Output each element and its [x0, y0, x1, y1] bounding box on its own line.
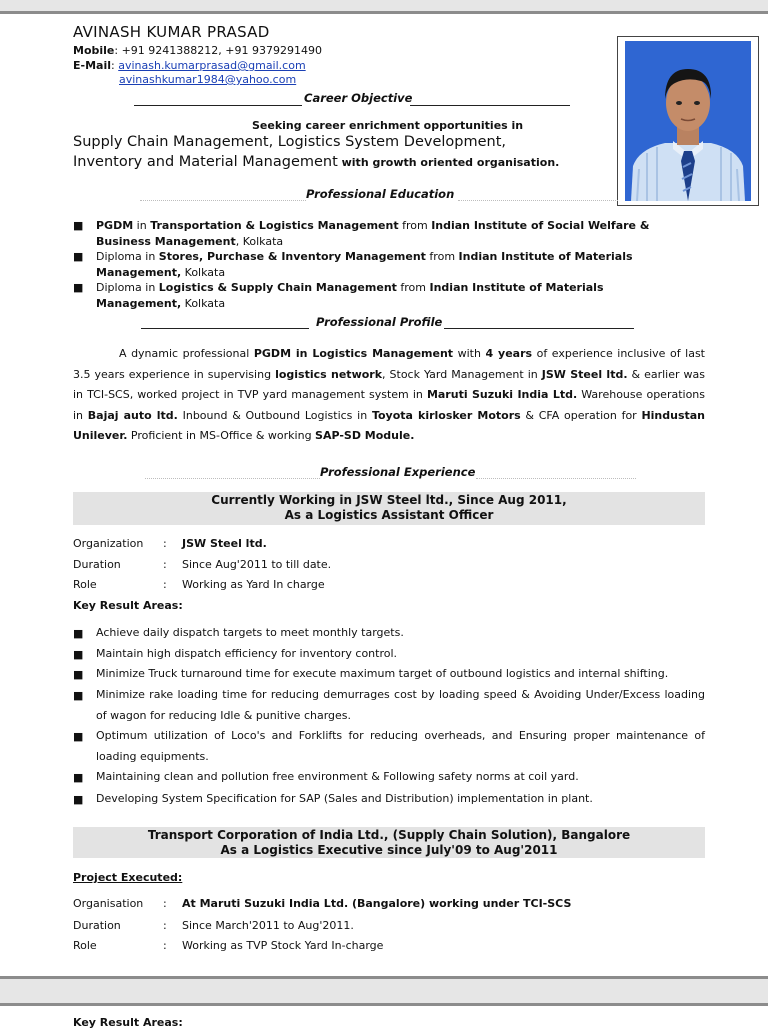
objective-line-1: Seeking career enrichment opportunities in: [252, 119, 524, 132]
page2-kra-title: Key Result Areas:: [73, 1016, 183, 1029]
tci-duration-label: Duration: [73, 919, 121, 932]
tci-org-colon: :: [163, 897, 167, 910]
page-bottom-border: [0, 976, 768, 979]
profile-paragraph: A dynamic professional PGDM in Logistics Management with 4 years of experience inclusive of last 3.5 years experience in supervising logistics network, Stock Yard Management in JSW Steel ltd. & earlier was in TCI-SCS, worked project in TVP yard management system in Maruti Suzuki India Ltd. Warehouse operations in Bajaj auto ltd. Inbound & Outbound Logistics in Toyota kirlosker Motors & CFA operation for Hindustan Unilever. Proficient in MS-Office & working SAP-SD Module.: [73, 347, 706, 443]
tci-role-label: Role: [73, 939, 97, 952]
jsw-role-label: Role: [73, 578, 97, 591]
bullet-icon: ■: [73, 648, 84, 661]
jsw-kra-title: Key Result Areas:: [73, 599, 183, 612]
tci-org-value: At Maruti Suzuki India Ltd. (Bangalore) working under TCI-SCS: [182, 897, 572, 910]
bullet-icon: ■: [73, 730, 84, 743]
profile-rule-left: [141, 328, 309, 329]
kra-item: Optimum utilization of Loco's and Forklifts for reducing overheads, and Ensuring proper maintenance of loading equipments.: [96, 729, 705, 763]
photo-background: [625, 41, 751, 201]
tci-role-colon: :: [163, 939, 167, 952]
tci-banner-line-1: Transport Corporation of India Ltd., (Supply Chain Solution), Bangalore: [147, 828, 631, 842]
mobile-numbers: : +91 9241388212, +91 9379291490: [114, 44, 322, 57]
education-title: Professional Education: [306, 187, 455, 201]
bullet-icon: ■: [73, 250, 84, 263]
mobile-label: Mobile: [73, 44, 115, 57]
kra-item: Achieve daily dispatch targets to meet monthly targets.: [96, 626, 404, 639]
jsw-role-value: Working as Yard In charge: [182, 578, 325, 591]
education-item: Diploma in Stores, Purchase & Inventory Management from Indian Institute of Materials Management, Kolkata: [96, 250, 633, 279]
tci-org-label: Organisation: [73, 897, 144, 910]
objective-line-2: Supply Chain Management, Logistics System Development,: [73, 134, 507, 150]
experience-dots-right: [476, 478, 636, 479]
email-link-gmail[interactable]: avinash.kumarprasad@gmail.com: [118, 59, 306, 72]
mobile-line: [73, 44, 322, 57]
bullet-icon: ■: [73, 793, 84, 806]
education-dots-right: [458, 200, 618, 201]
bullet-icon: ■: [73, 281, 84, 294]
experience-title: Professional Experience: [320, 465, 476, 479]
bullet-icon: ■: [73, 219, 84, 232]
profile-rule-right: [444, 328, 634, 329]
bullet-icon: ■: [73, 689, 84, 702]
bullet-icon: ■: [73, 668, 84, 681]
kra-item: Minimize rake loading time for reducing demurrages cost by loading speed & Avoiding Under/Excess loading of wagon for reducing Idle & punitive charges.: [96, 688, 705, 722]
resume-page-2: [0, 1006, 768, 1036]
career-objective-title: Career Objective: [304, 91, 413, 105]
profile-photo: [617, 36, 759, 206]
jsw-org-colon: :: [163, 537, 167, 550]
jsw-org-value: JSW Steel ltd.: [182, 537, 267, 550]
email-line: [73, 59, 306, 72]
jsw-banner-line-1: Currently Working in JSW Steel ltd., Since Aug 2011,: [211, 493, 567, 507]
email-sep: :: [111, 59, 115, 72]
career-objective-rule-left: [134, 105, 302, 106]
person-portrait-icon: [625, 41, 751, 201]
email-line-2: [119, 73, 296, 86]
education-dots-left: [140, 200, 306, 201]
jsw-org-label: Organization: [73, 537, 144, 550]
objective-line-3-main: Inventory and Material Management: [73, 154, 338, 170]
tci-banner: [73, 827, 705, 858]
jsw-role-colon: :: [163, 578, 167, 591]
kra-item: Developing System Specification for SAP (Sales and Distribution) implementation in plant.: [96, 792, 593, 805]
education-item: PGDM in Transportation & Logistics Management from Indian Institute of Social Welfare & Business Management, Kolkata: [96, 219, 650, 248]
tci-duration-value: Since March'2011 to Aug'2011.: [182, 919, 354, 932]
email-label: E-Mail: [73, 59, 111, 72]
tci-role-value: Working as TVP Stock Yard In-charge: [182, 939, 384, 952]
bullet-icon: ■: [73, 771, 84, 784]
candidate-name: AVINASH KUMAR PRASAD: [73, 23, 270, 41]
objective-line-3: [73, 151, 559, 170]
email-link-yahoo[interactable]: avinashkumar1984@yahoo.com: [119, 73, 297, 86]
kra-item: Minimize Truck turnaround time for execute maximum target of outbound logistics and internal shifting.: [96, 667, 669, 680]
jsw-duration-label: Duration: [73, 558, 121, 571]
objective-line-3-tail: with growth oriented organisation.: [337, 156, 560, 169]
experience-dots-left: [145, 478, 320, 479]
jsw-banner-line-2: As a Logistics Assistant Officer: [284, 508, 494, 522]
jsw-duration-colon: :: [163, 558, 167, 571]
tci-duration-colon: :: [163, 919, 167, 932]
bullet-icon: ■: [73, 627, 84, 640]
profile-title: Professional Profile: [316, 315, 443, 329]
resume-page: [0, 14, 768, 978]
jsw-duration-value: Since Aug'2011 to till date.: [182, 558, 332, 571]
jsw-banner: [73, 492, 705, 525]
career-objective-rule-right: [410, 105, 570, 106]
kra-item: Maintain high dispatch efficiency for inventory control.: [96, 647, 398, 660]
kra-item: Maintaining clean and pollution free environment & Following safety norms at coil yard.: [96, 770, 579, 783]
project-executed-title: Project Executed:: [73, 871, 183, 884]
education-item: Diploma in Logistics & Supply Chain Management from Indian Institute of Materials Management, Kolkata: [96, 281, 604, 310]
tci-banner-line-2: As a Logistics Executive since July'09 to Aug'2011: [220, 843, 558, 857]
